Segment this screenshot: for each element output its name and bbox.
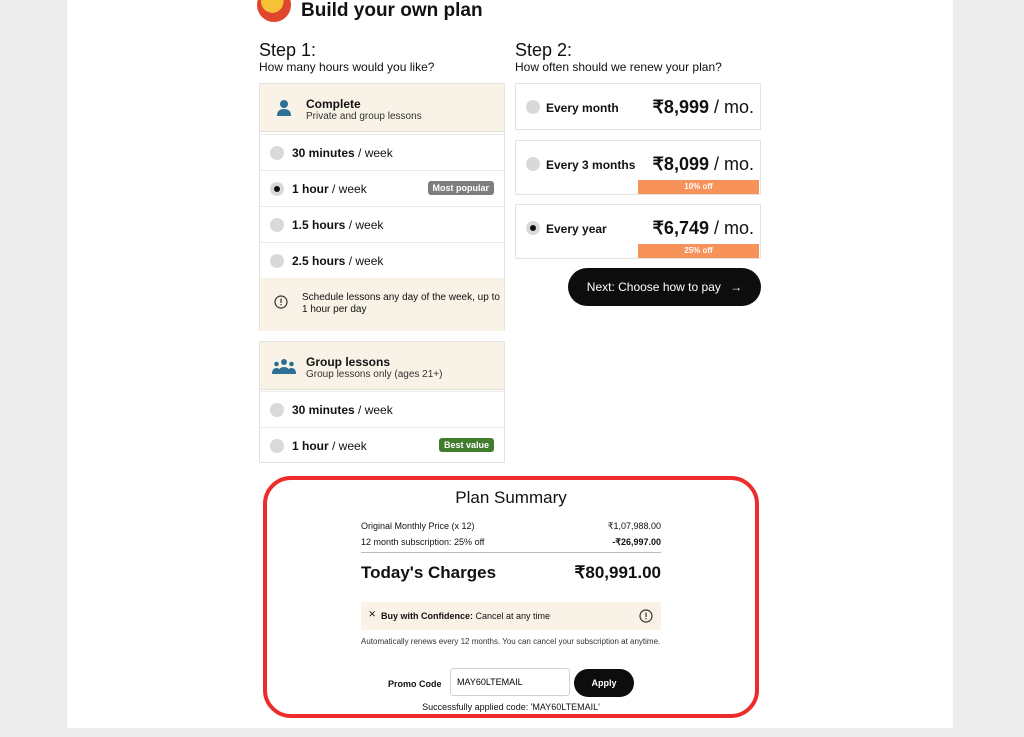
next-button-label: Next: Choose how to pay bbox=[586, 280, 721, 294]
option-unit: / week bbox=[328, 439, 367, 453]
radio-icon[interactable] bbox=[270, 254, 284, 268]
plan-every-year[interactable] bbox=[515, 204, 761, 259]
group-plan-desc: Group lessons only (ages 21+) bbox=[306, 369, 443, 380]
plan-price: ₹6,749 bbox=[652, 218, 709, 238]
radio-icon[interactable] bbox=[270, 439, 284, 453]
radio-icon[interactable] bbox=[270, 218, 284, 232]
todays-charges-label: Today's Charges bbox=[361, 563, 497, 582]
step2-title: Step 2: bbox=[515, 40, 573, 60]
info-icon[interactable] bbox=[639, 609, 653, 623]
info-icon bbox=[274, 295, 288, 309]
todays-charges-value: ₹80,991.00 bbox=[574, 563, 661, 582]
group-option-1hour[interactable] bbox=[260, 427, 504, 463]
plan-summary-title: Plan Summary bbox=[455, 488, 567, 507]
radio-icon[interactable] bbox=[270, 403, 284, 417]
complete-option-1-5hours[interactable] bbox=[260, 206, 504, 242]
option-unit: / week bbox=[354, 403, 393, 417]
handshake-icon: ⨯ bbox=[368, 609, 377, 620]
most-popular-badge: Most popular bbox=[428, 181, 495, 195]
option-unit: / week bbox=[345, 218, 384, 232]
radio-selected-icon[interactable] bbox=[526, 221, 540, 235]
step1-subtitle: How many hours would you like? bbox=[259, 60, 435, 74]
plan-name: Every 3 months bbox=[546, 158, 636, 172]
apply-promo-button[interactable]: Apply bbox=[574, 669, 634, 697]
promo-success-message: Successfully applied code: 'MAY60LTEMAIL' bbox=[422, 702, 600, 712]
page-title: Build your own plan bbox=[301, 0, 483, 21]
original-price-value: ₹1,07,988.00 bbox=[607, 521, 661, 531]
group-plan-card bbox=[259, 341, 505, 463]
option-hours: 1.5 hours bbox=[292, 218, 346, 232]
discount-row bbox=[361, 537, 661, 547]
confidence-title: Buy with Confidence: bbox=[381, 611, 473, 621]
option-hours: 30 minutes bbox=[292, 403, 355, 417]
option-hours: 1 hour bbox=[292, 182, 329, 196]
option-hours: 30 minutes bbox=[292, 146, 355, 160]
option-hours: 1 hour bbox=[292, 439, 329, 453]
plan-every-3-months[interactable] bbox=[515, 140, 761, 195]
plan-price: ₹8,999 bbox=[652, 97, 709, 117]
best-value-badge: Best value bbox=[439, 438, 494, 452]
radio-icon[interactable] bbox=[526, 100, 540, 114]
confidence-text: Cancel at any time bbox=[473, 611, 551, 621]
plan-price-unit: / mo. bbox=[708, 97, 754, 117]
plan-price-unit: / mo. bbox=[708, 154, 754, 174]
radio-icon[interactable] bbox=[526, 157, 540, 171]
next-choose-payment-button[interactable] bbox=[568, 268, 761, 306]
radio-icon[interactable] bbox=[270, 146, 284, 160]
option-unit: / week bbox=[354, 146, 393, 160]
discount-badge: 25% off bbox=[638, 244, 759, 258]
promo-code-label: Promo Code bbox=[388, 679, 442, 689]
summary-divider bbox=[361, 552, 661, 553]
brand-logo-icon bbox=[257, 0, 291, 22]
person-icon bbox=[276, 99, 292, 117]
todays-charges-row bbox=[361, 563, 661, 583]
plan-name: Every month bbox=[546, 101, 619, 115]
group-option-30min[interactable] bbox=[260, 391, 504, 427]
buy-with-confidence-banner bbox=[361, 602, 661, 630]
option-unit: / week bbox=[328, 182, 367, 196]
plan-every-month[interactable] bbox=[515, 83, 761, 130]
complete-option-1hour[interactable] bbox=[260, 170, 504, 206]
schedule-note bbox=[260, 278, 504, 331]
group-icon bbox=[272, 358, 296, 374]
option-hours: 2.5 hours bbox=[292, 254, 346, 268]
complete-plan-desc: Private and group lessons bbox=[306, 111, 422, 122]
promo-code-input[interactable] bbox=[450, 668, 570, 696]
schedule-note-text: Schedule lessons any day of the week, up to 1 hour per day bbox=[302, 292, 500, 315]
option-unit: / week bbox=[345, 254, 384, 268]
plan-price-unit: / mo. bbox=[708, 218, 754, 238]
complete-plan-card bbox=[259, 83, 505, 331]
original-price-row bbox=[361, 521, 661, 531]
original-price-label: Original Monthly Price (x 12) bbox=[361, 521, 475, 531]
discount-badge: 10% off bbox=[638, 180, 759, 194]
auto-renew-notice: Automatically renews every 12 months. You can cancel your subscription at anytime. bbox=[361, 637, 661, 646]
step1-title: Step 1: bbox=[259, 40, 317, 60]
complete-plan-header bbox=[260, 84, 504, 132]
plan-summary-panel bbox=[263, 476, 759, 718]
step2-subtitle: How often should we renew your plan? bbox=[515, 60, 722, 74]
plan-name: Every year bbox=[546, 222, 607, 236]
arrow-right-icon: → bbox=[730, 280, 743, 294]
complete-option-30min[interactable] bbox=[260, 134, 504, 170]
group-plan-header bbox=[260, 342, 504, 390]
group-plan-name: Group lessons bbox=[306, 355, 391, 369]
discount-value: -₹26,997.00 bbox=[612, 537, 661, 547]
radio-selected-icon[interactable] bbox=[270, 182, 284, 196]
discount-label: 12 month subscription: 25% off bbox=[361, 537, 485, 547]
plan-price: ₹8,099 bbox=[652, 154, 709, 174]
complete-option-2-5hours[interactable] bbox=[260, 242, 504, 278]
complete-plan-name: Complete bbox=[306, 97, 361, 111]
